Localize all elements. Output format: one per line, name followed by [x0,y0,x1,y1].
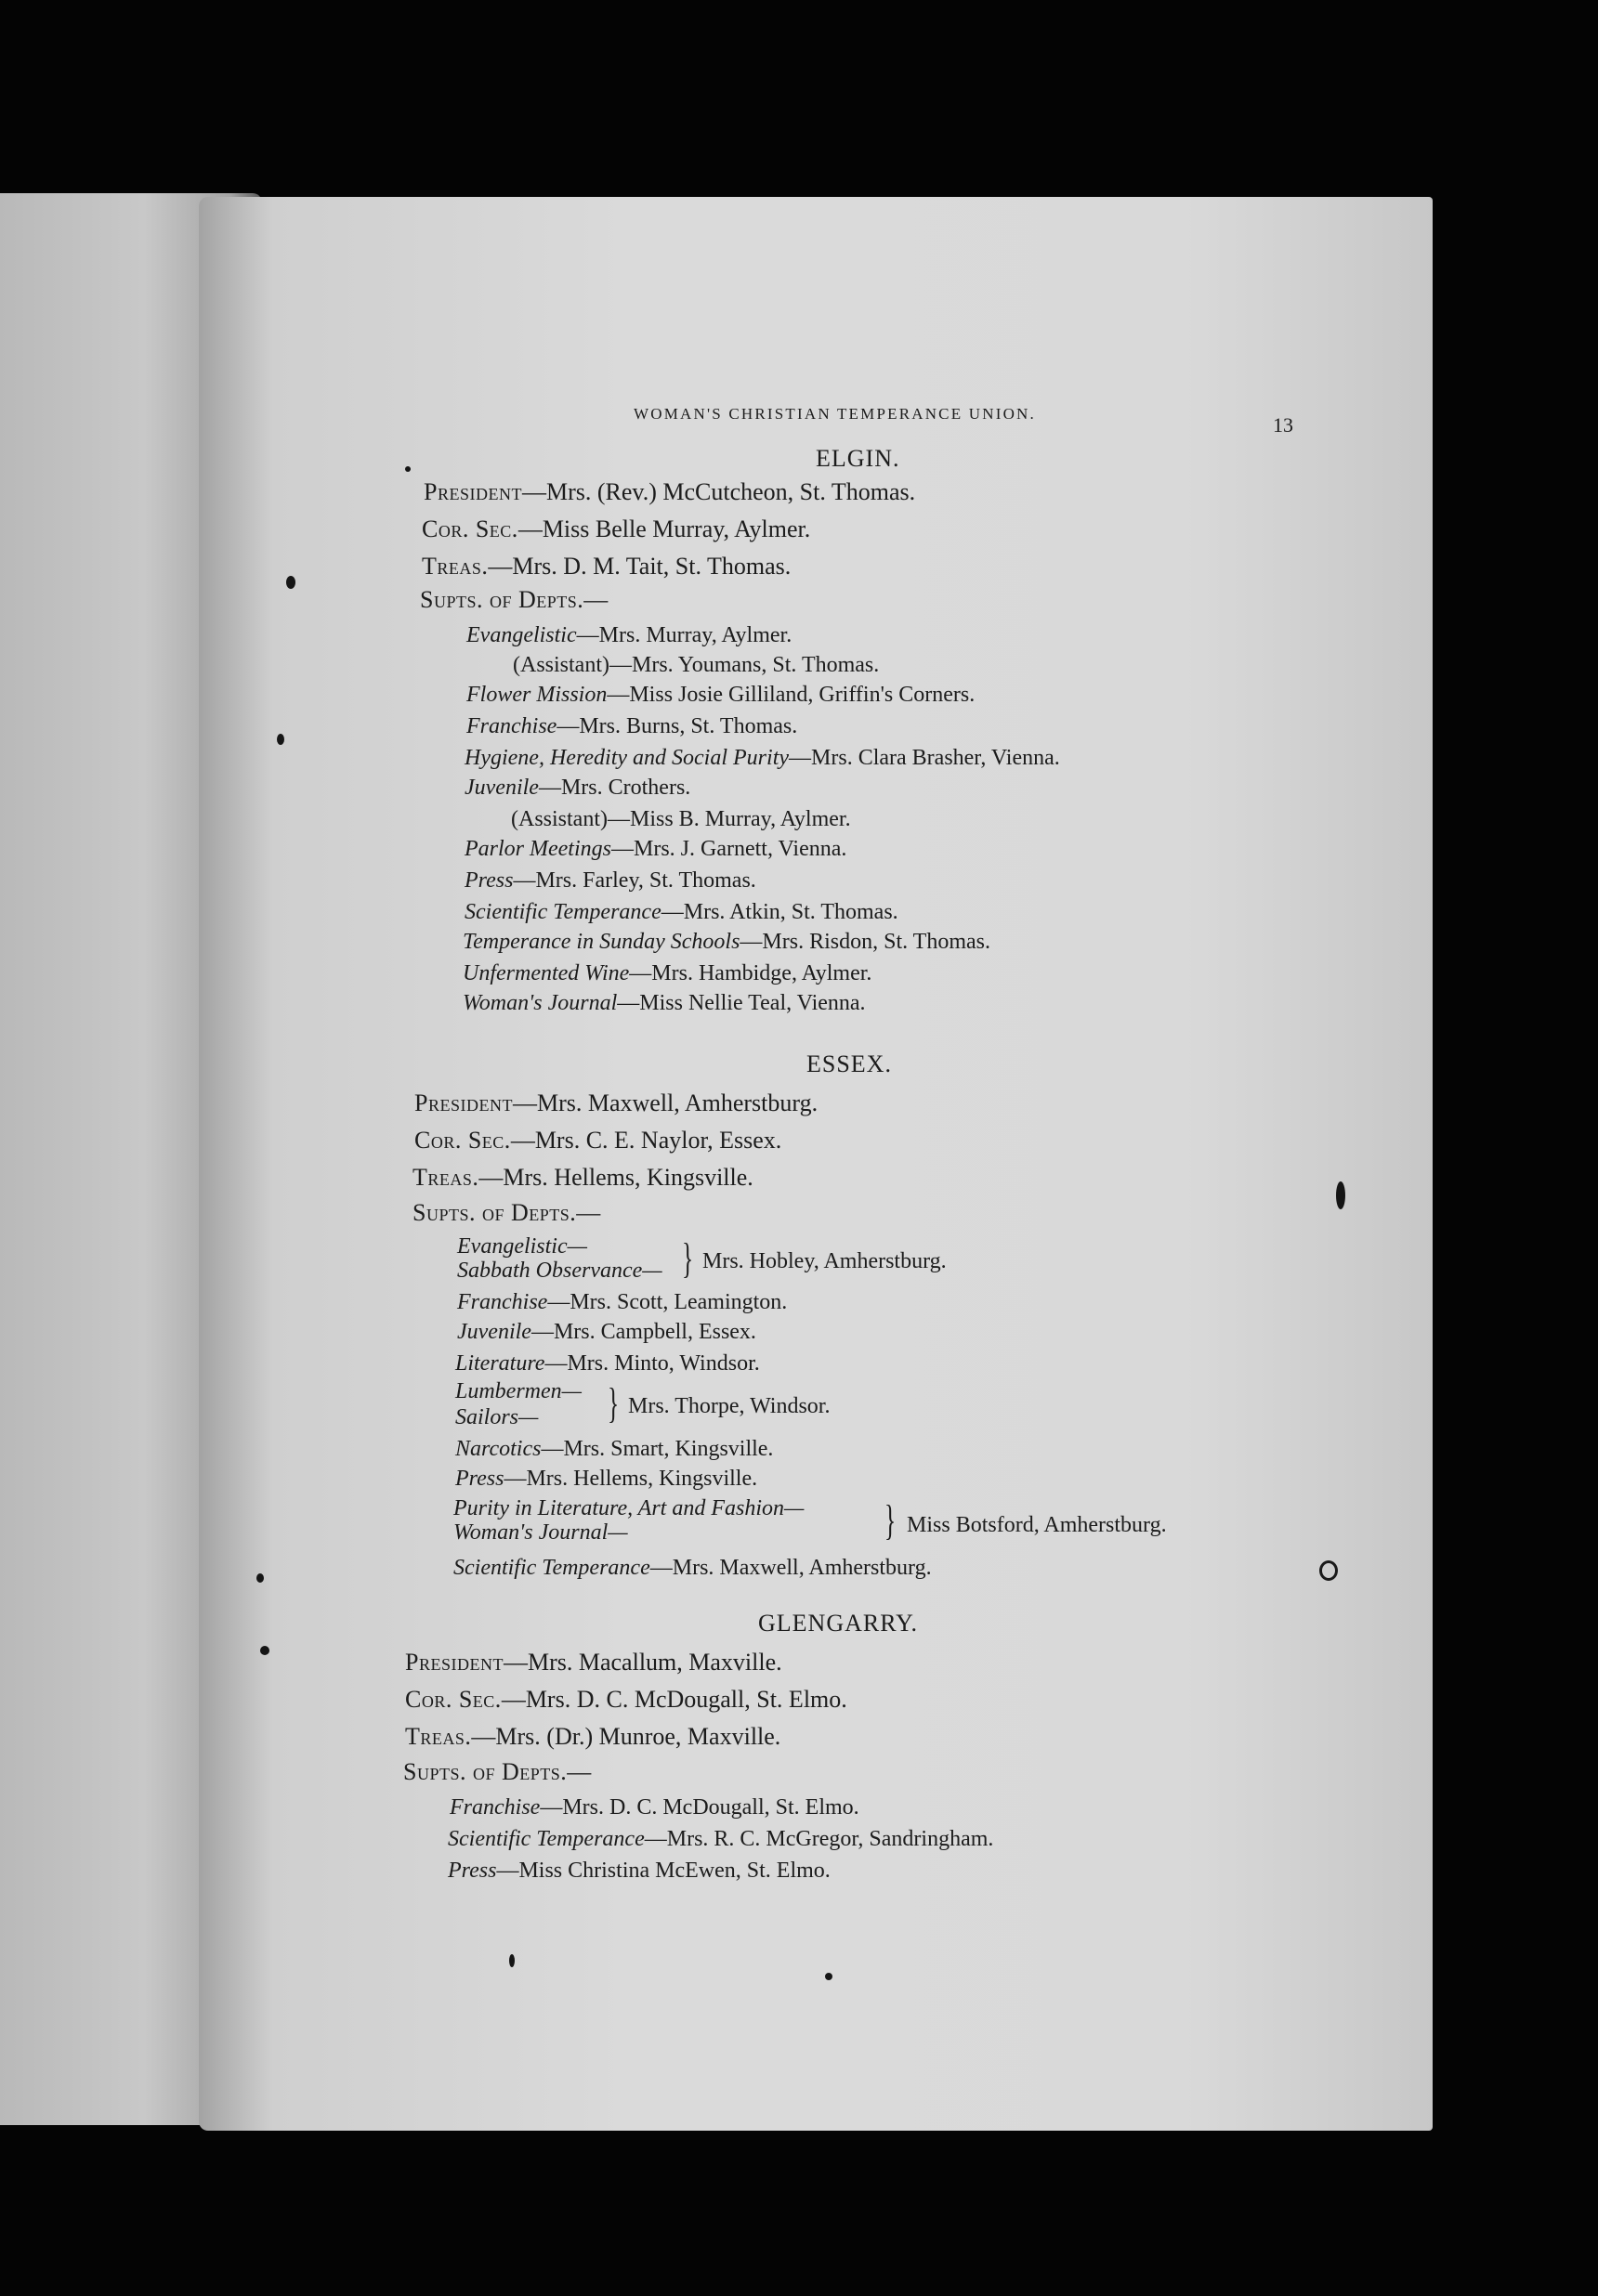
dept-line: Juvenile—Mrs. Campbell, Essex. [457,1320,756,1344]
bracket-dept: Lumbermen— [455,1379,582,1403]
dept-line: Franchise—Mrs. Scott, Leamington. [457,1290,788,1314]
dept-line: (Assistant)—Mrs. Youmans, St. Thomas. [513,653,880,677]
bracket-name: Mrs. Thorpe, Windsor. [628,1394,831,1418]
officer-supts: Supts. of Depts.— [413,1199,601,1226]
bracket-dept: Woman's Journal— [453,1520,628,1545]
ink-speck [260,1646,269,1655]
ink-speck [405,466,411,472]
officer-treas: Treas.—Mrs. Hellems, Kingsville. [413,1164,753,1191]
document-page [199,197,1433,2131]
ink-speck [509,1954,515,1967]
officer-cor-sec: Cor. Sec.—Mrs. C. E. Naylor, Essex. [414,1127,782,1154]
ink-speck [277,734,284,745]
bracket-dept: Sailors— [455,1405,539,1429]
dept-line: Literature—Mrs. Minto, Windsor. [455,1351,760,1376]
bracket-dept: Purity in Literature, Art and Fashion— [453,1496,805,1520]
officer-president: President—Mrs. Macallum, Maxville. [405,1649,782,1676]
dept-line: Flower Mission—Miss Josie Gilliland, Griffin's Corners. [466,683,976,707]
bracket-symbol: } [884,1496,897,1544]
bracket-dept: Sabbath Observance— [457,1259,662,1283]
officer-treas: Treas.—Mrs. (Dr.) Munroe, Maxville. [405,1723,781,1750]
ink-speck [286,576,295,589]
ink-speck [256,1573,264,1583]
dept-line: Scientific Temperance—Mrs. R. C. McGregor, Sandringham. [448,1827,994,1851]
section-heading-essex: ESSEX. [806,1050,892,1077]
bracket-symbol: } [608,1379,620,1427]
dept-line: Temperance in Sunday Schools—Mrs. Risdon, St. Thomas. [463,930,990,954]
bracket-symbol: } [682,1234,694,1282]
dept-line: Scientific Temperance—Mrs. Maxwell, Amherstburg. [453,1556,932,1580]
dept-line: Press—Mrs. Hellems, Kingsville. [455,1467,758,1491]
bracket-name: Mrs. Hobley, Amherstburg. [702,1249,947,1273]
officer-treas: Treas.—Mrs. D. M. Tait, St. Thomas. [422,553,792,580]
dept-line: Evangelistic—Mrs. Murray, Aylmer. [466,623,792,647]
officer-cor-sec: Cor. Sec.—Miss Belle Murray, Aylmer. [422,515,811,542]
dept-line: Scientific Temperance—Mrs. Atkin, St. Thomas. [465,900,898,924]
ink-speck [1336,1181,1345,1209]
dept-line: Juvenile—Mrs. Crothers. [465,776,691,800]
section-heading-glengarry: GLENGARRY. [758,1610,919,1637]
running-title: WOMAN'S CHRISTIAN TEMPERANCE UNION. [634,405,1036,423]
officer-cor-sec: Cor. Sec.—Mrs. D. C. McDougall, St. Elmo. [405,1686,847,1713]
officer-supts: Supts. of Depts.— [403,1758,592,1785]
bracket-name: Miss Botsford, Amherstburg. [907,1513,1167,1537]
dept-line: (Assistant)—Miss B. Murray, Aylmer. [511,807,851,831]
dept-line: Franchise—Mrs. Burns, St. Thomas. [466,714,798,738]
dept-line: Narcotics—Mrs. Smart, Kingsville. [455,1437,774,1461]
officer-president: President—Mrs. (Rev.) McCutcheon, St. Thomas. [424,478,916,505]
dept-line: Unfermented Wine—Mrs. Hambidge, Aylmer. [463,961,872,985]
ink-speck [825,1973,832,1980]
dept-line: Hygiene, Heredity and Social Purity—Mrs. Clara Brasher, Vienna. [465,746,1060,770]
dept-line: Woman's Journal—Miss Nellie Teal, Vienna. [463,991,866,1015]
officer-supts: Supts. of Depts.— [420,586,609,613]
dept-line: Press—Mrs. Farley, St. Thomas. [465,868,756,893]
dept-line: Parlor Meetings—Mrs. J. Garnett, Vienna. [465,837,847,861]
dept-line: Press—Miss Christina McEwen, St. Elmo. [448,1859,831,1883]
section-heading-elgin: ELGIN. [816,445,900,472]
ink-speck [1319,1560,1338,1581]
bracket-dept: Evangelistic— [457,1234,587,1259]
page-number: 13 [1273,413,1293,437]
officer-president: President—Mrs. Maxwell, Amherstburg. [414,1089,819,1116]
dept-line: Franchise—Mrs. D. C. McDougall, St. Elmo. [450,1795,859,1820]
